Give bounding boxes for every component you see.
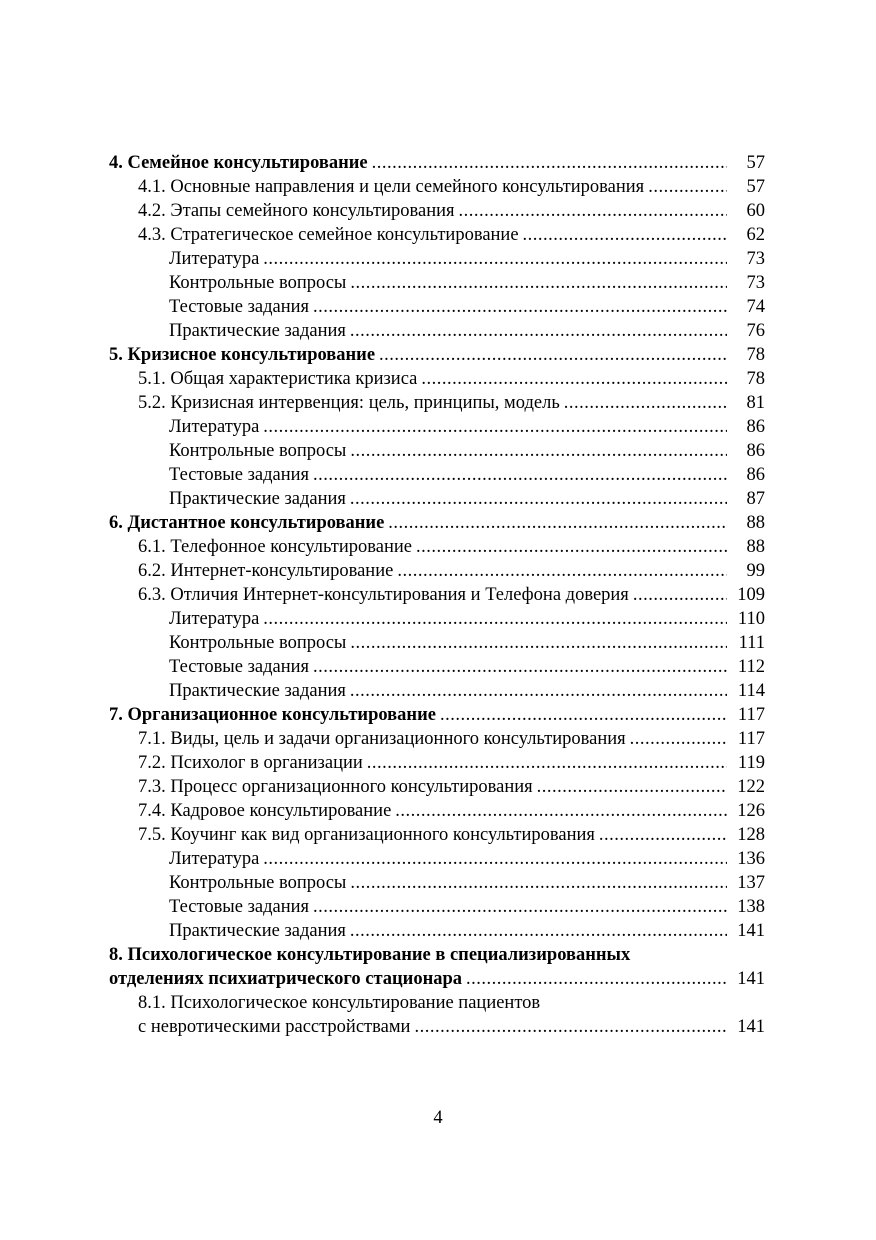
toc-page-number: 73 [746, 249, 765, 269]
toc-dot-leader [379, 343, 727, 367]
toc-dot-leader [537, 775, 727, 799]
toc-page-number: 78 [746, 369, 765, 389]
toc-page-number: 60 [746, 201, 765, 221]
toc-dot-leader [372, 151, 727, 175]
toc-page-number: 114 [737, 681, 765, 701]
toc-dot-leader [440, 703, 727, 727]
toc-section-row[interactable] [109, 199, 765, 223]
toc-page-number: 111 [738, 633, 765, 653]
toc-entry-title: Практические задания [169, 321, 346, 341]
toc-section-row[interactable] [109, 775, 765, 799]
toc-page-number: 76 [746, 321, 765, 341]
toc-section-row[interactable] [109, 175, 765, 199]
toc-dot-leader [350, 319, 727, 343]
toc-entry-title: Тестовые задания [169, 297, 310, 317]
toc-chapter-row[interactable] [109, 343, 765, 367]
toc-entry-title: 7.3. Процесс организационного консультирования [138, 777, 533, 797]
toc-dot-leader [388, 511, 727, 535]
toc-dot-leader [466, 967, 727, 991]
toc-dot-leader [630, 727, 727, 751]
toc-entry-title: отделениях психиатрического стационара [109, 969, 463, 989]
toc-subitem-row[interactable] [109, 655, 765, 679]
toc-dot-leader [599, 823, 727, 847]
toc-entry-title: 7.4. Кадровое консультирование [138, 801, 392, 821]
toc-section-row[interactable] [109, 991, 765, 1015]
toc-page-number: 128 [737, 825, 765, 845]
toc-page-number: 88 [746, 537, 765, 557]
toc-page-number: 138 [737, 897, 765, 917]
toc-page-number: 87 [746, 489, 765, 509]
toc-chapter-row[interactable] [109, 511, 765, 535]
toc-subitem-row[interactable] [109, 247, 765, 271]
toc-section-row[interactable] [109, 1015, 765, 1039]
toc-entry-title: 4. Семейное консультирование [109, 153, 368, 173]
toc-entry-title: 5. Кризисное консультирование [109, 345, 376, 365]
toc-dot-leader [350, 271, 727, 295]
toc-entry-title: Тестовые задания [169, 897, 310, 917]
toc-subitem-row[interactable] [109, 631, 765, 655]
toc-entry-title: 7.1. Виды, цель и задачи организационного консультирования [138, 729, 626, 749]
toc-entry-title: Тестовые задания [169, 465, 310, 485]
toc-subitem-row[interactable] [109, 487, 765, 511]
toc-dot-leader [350, 487, 727, 511]
toc-section-row[interactable] [109, 799, 765, 823]
toc-subitem-row[interactable] [109, 679, 765, 703]
toc-entry-title: 4.1. Основные направления и цели семейного консультирования [138, 177, 645, 197]
toc-dot-leader [648, 175, 727, 199]
toc-dot-leader [416, 535, 727, 559]
toc-entry-title: 4.2. Этапы семейного консультирования [138, 201, 455, 221]
toc-subitem-row[interactable] [109, 463, 765, 487]
toc-page-number: 88 [746, 513, 765, 533]
toc-section-row[interactable] [109, 223, 765, 247]
toc-page-number: 99 [746, 561, 765, 581]
toc-dot-leader [459, 199, 727, 223]
toc-dot-leader [350, 871, 727, 895]
toc-entry-title: Литература [169, 609, 260, 629]
toc-entry-title: 7.2. Психолог в организации [138, 753, 363, 773]
toc-section-row[interactable] [109, 583, 765, 607]
table-of-contents [109, 151, 765, 1039]
toc-subitem-row[interactable] [109, 271, 765, 295]
toc-entry-title: Контрольные вопросы [169, 633, 347, 653]
toc-dot-leader [313, 463, 727, 487]
toc-dot-leader [313, 295, 727, 319]
toc-section-row[interactable] [109, 751, 765, 775]
toc-entry-title: 8.1. Психологическое консультирование пациентов [138, 993, 541, 1013]
toc-section-row[interactable] [109, 727, 765, 751]
toc-page-number: 119 [737, 753, 765, 773]
toc-entry-title: 7.5. Коучинг как вид организационного консультирования [138, 825, 595, 845]
toc-page-number: 57 [746, 153, 765, 173]
toc-dot-leader [263, 607, 727, 631]
page-number: 4 [433, 1108, 443, 1128]
toc-entry-title: 4.3. Стратегическое семейное консультирование [138, 225, 519, 245]
toc-dot-leader [367, 751, 727, 775]
toc-dot-leader [263, 847, 727, 871]
toc-entry-title: Практические задания [169, 681, 346, 701]
toc-dot-leader [397, 559, 727, 583]
toc-subitem-row[interactable] [109, 847, 765, 871]
toc-page-number: 74 [746, 297, 765, 317]
toc-entry-title: Литература [169, 849, 260, 869]
toc-subitem-row[interactable] [109, 415, 765, 439]
toc-entry-title: 8. Психологическое консультирование в специализированных [109, 945, 631, 965]
toc-entry-title: с невротическими расстройствами [138, 1017, 411, 1037]
toc-section-row[interactable] [109, 391, 765, 415]
toc-page-number: 57 [746, 177, 765, 197]
toc-page-number: 122 [737, 777, 765, 797]
toc-dot-leader [523, 223, 727, 247]
toc-page-number: 86 [746, 441, 765, 461]
toc-entry-title: Контрольные вопросы [169, 441, 347, 461]
toc-dot-leader [313, 895, 727, 919]
toc-section-row[interactable] [109, 535, 765, 559]
toc-entry-title: Практические задания [169, 921, 346, 941]
toc-section-row[interactable] [109, 823, 765, 847]
toc-page-number: 137 [737, 873, 765, 893]
toc-page-number: 110 [737, 609, 765, 629]
toc-subitem-row[interactable] [109, 439, 765, 463]
toc-dot-leader [414, 1015, 727, 1039]
toc-subitem-row[interactable] [109, 295, 765, 319]
toc-page-number: 141 [737, 969, 765, 989]
toc-dot-leader [350, 679, 727, 703]
toc-entry-title: Практические задания [169, 489, 346, 509]
toc-chapter-row[interactable] [109, 703, 765, 727]
toc-dot-leader [350, 439, 727, 463]
toc-chapter-row[interactable] [109, 943, 765, 967]
toc-page-number: 117 [737, 705, 765, 725]
toc-subitem-row[interactable] [109, 871, 765, 895]
toc-dot-leader [350, 631, 727, 655]
toc-section-row[interactable] [109, 559, 765, 583]
toc-entry-title: Литература [169, 249, 260, 269]
toc-entry-title: Контрольные вопросы [169, 273, 347, 293]
toc-chapter-row[interactable] [109, 151, 765, 175]
toc-entry-title: Контрольные вопросы [169, 873, 347, 893]
toc-entry-title: 5.1. Общая характеристика кризиса [138, 369, 418, 389]
toc-subitem-row[interactable] [109, 607, 765, 631]
toc-subitem-row[interactable] [109, 895, 765, 919]
toc-chapter-row[interactable] [109, 967, 765, 991]
toc-page-number: 126 [737, 801, 765, 821]
toc-entry-title: 6. Дистантное консультирование [109, 513, 385, 533]
toc-page-number: 86 [746, 465, 765, 485]
toc-page-number: 109 [737, 585, 765, 605]
toc-page-number: 141 [737, 1017, 765, 1037]
toc-subitem-row[interactable] [109, 919, 765, 943]
toc-page-number: 112 [737, 657, 765, 677]
toc-dot-leader [564, 391, 727, 415]
toc-dot-leader [421, 367, 727, 391]
toc-page-number: 78 [746, 345, 765, 365]
toc-entry-title: Тестовые задания [169, 657, 310, 677]
toc-dot-leader [633, 583, 727, 607]
toc-page-number: 141 [737, 921, 765, 941]
toc-dot-leader [263, 247, 727, 271]
toc-page-number: 117 [737, 729, 765, 749]
toc-page-number: 136 [737, 849, 765, 869]
toc-entry-title: 6.1. Телефонное консультирование [138, 537, 412, 557]
toc-entry-title: 7. Организационное консультирование [109, 705, 436, 725]
toc-section-row[interactable] [109, 367, 765, 391]
toc-page-number: 73 [746, 273, 765, 293]
toc-subitem-row[interactable] [109, 319, 765, 343]
toc-dot-leader [350, 919, 727, 943]
toc-page-number: 81 [746, 393, 765, 413]
toc-page-number: 86 [746, 417, 765, 437]
toc-dot-leader [395, 799, 727, 823]
toc-entry-title: 6.2. Интернет-консультирование [138, 561, 394, 581]
toc-entry-title: 6.3. Отличия Интернет-консультирования и Телефона доверия [138, 585, 629, 605]
toc-dot-leader [263, 415, 727, 439]
toc-entry-title: Литература [169, 417, 260, 437]
toc-dot-leader [313, 655, 727, 679]
toc-page-number: 62 [746, 225, 765, 245]
toc-entry-title: 5.2. Кризисная интервенция: цель, принципы, модель [138, 393, 560, 413]
